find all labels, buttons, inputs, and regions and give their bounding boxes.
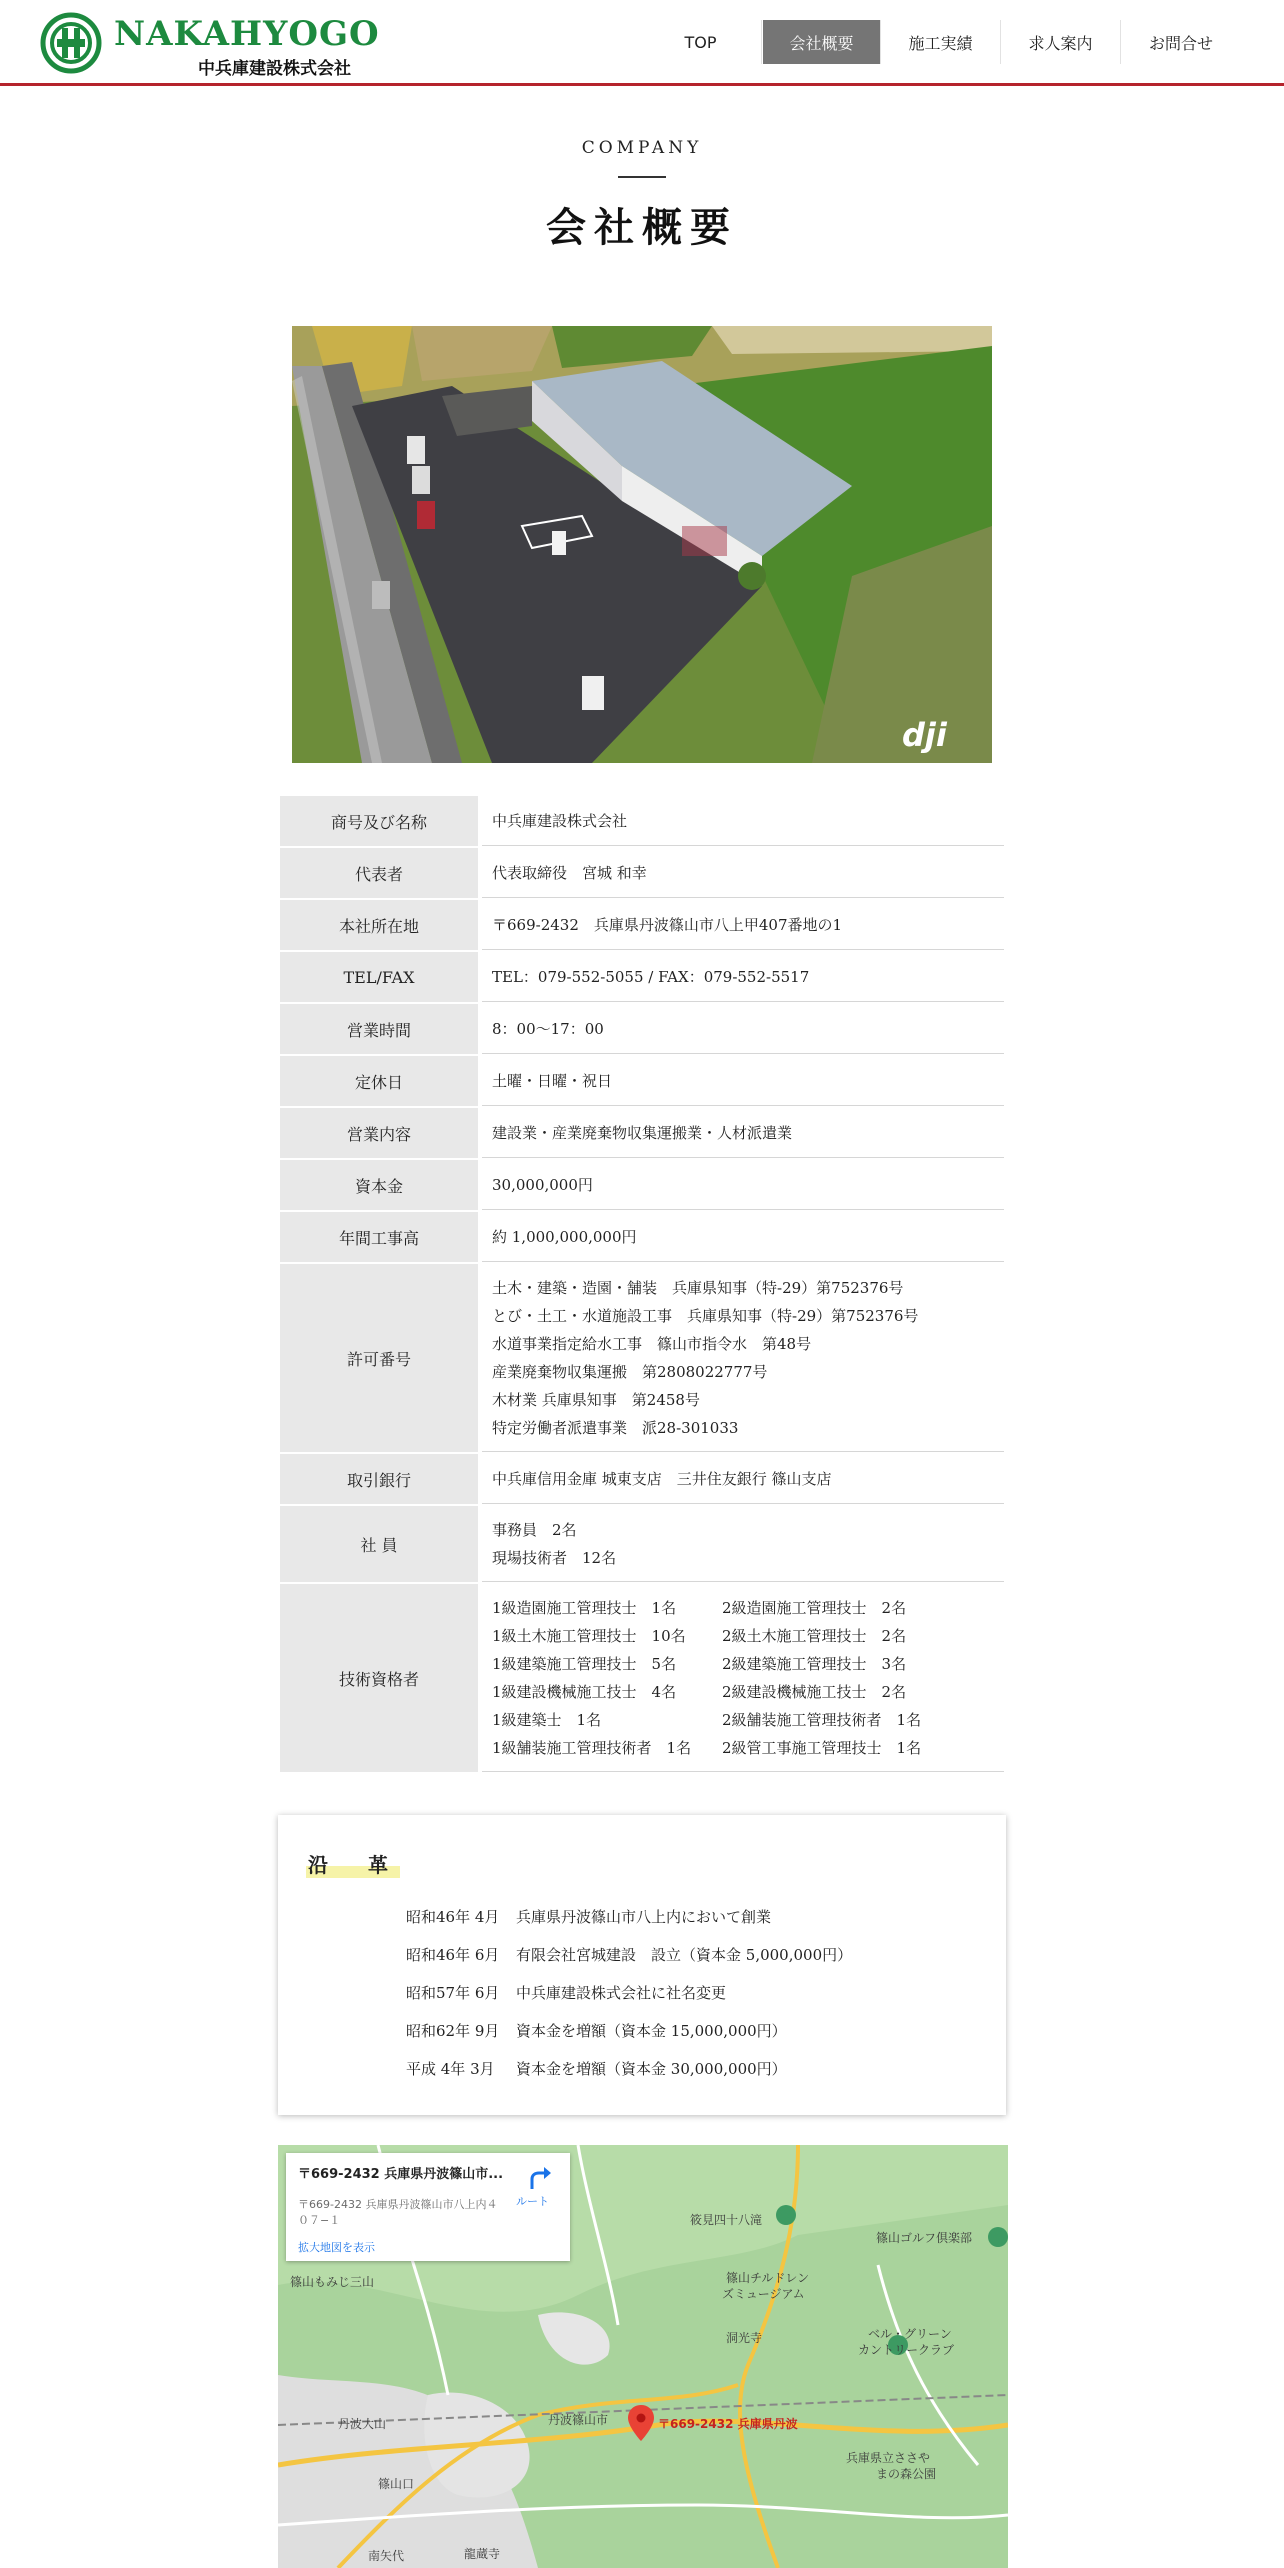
logo-text-en: NAKAHYOGO xyxy=(114,14,380,54)
directions-label[interactable]: ルート xyxy=(516,2195,549,2208)
table-row xyxy=(280,1454,1004,1506)
table-row xyxy=(280,1108,1004,1160)
permit-line: 木材業 兵庫県知事 第2458号 xyxy=(492,1390,700,1409)
row-value: 約 1,000,000,000円 xyxy=(482,1212,1004,1262)
row-label: 許可番号 xyxy=(280,1264,478,1452)
qualification-item: 1級舗装施工管理技術者 1名 xyxy=(492,1738,692,1757)
table-row xyxy=(280,1056,1004,1108)
logo[interactable] xyxy=(40,12,380,79)
table-row xyxy=(280,1506,1004,1584)
main-nav xyxy=(640,20,1241,64)
map-label: ズミュージアム xyxy=(722,2287,805,2301)
map-label: 篠山口 xyxy=(378,2477,415,2491)
permit-line: 土木・建築・造園・舗装 兵庫県知事（特-29）第752376号 xyxy=(492,1278,904,1297)
map-info-card xyxy=(286,2153,570,2261)
site-header xyxy=(0,0,1284,86)
map-label: 丹波大山 xyxy=(338,2417,387,2431)
history-card xyxy=(278,1815,1006,2115)
staff-line: 現場技術者 12名 xyxy=(492,1548,617,1567)
row-value: 8：00～17：00 xyxy=(482,1004,1004,1054)
nav-recruit[interactable]: 求人案内 xyxy=(1001,20,1121,64)
qualifications-list xyxy=(482,1584,1004,1772)
staff-line: 事務員 2名 xyxy=(492,1520,577,1539)
row-value: 代表取締役 宮城 和幸 xyxy=(482,848,1004,898)
qualification-item: 2級造園施工管理技士 2名 xyxy=(722,1598,907,1617)
history-text: 資本金を増額（資本金 30,000,000円） xyxy=(516,2059,787,2078)
history-text: 兵庫県丹波篠山市八上内において創業 xyxy=(516,1907,772,1926)
row-value: 30,000,000円 xyxy=(482,1160,1004,1210)
permit-line: 水道事業指定給水工事 篠山市指令水 第48号 xyxy=(492,1334,812,1353)
row-value: 建設業・産業廃棄物収集運搬業・人材派遣業 xyxy=(482,1108,1004,1158)
map-label: 南矢代 xyxy=(368,2549,405,2563)
qualification-item: 1級土木施工管理技士 10名 xyxy=(492,1626,686,1645)
table-row xyxy=(280,1004,1004,1056)
map-label: 丹波篠山市 xyxy=(548,2413,609,2427)
row-label: 営業内容 xyxy=(280,1108,478,1158)
map-label: 兵庫県立ささや xyxy=(846,2451,931,2465)
map-marker-label: 〒669-2432 兵庫県丹波 xyxy=(658,2417,798,2431)
nav-company[interactable]: 会社概要 xyxy=(763,20,881,64)
qualification-item: 2級建築施工管理技士 3名 xyxy=(722,1654,907,1673)
row-label: 商号及び名称 xyxy=(280,796,478,846)
table-row xyxy=(280,1264,1004,1454)
permits-list xyxy=(482,1264,1004,1452)
row-label: 技術資格者 xyxy=(280,1584,478,1772)
history-title: 沿 革 xyxy=(306,1849,400,1878)
staff-list xyxy=(482,1506,1004,1582)
permit-line: 特定労働者派遣事業 派28-301033 xyxy=(492,1418,739,1437)
row-label: 代表者 xyxy=(280,848,478,898)
row-value: 中兵庫建設株式会社 xyxy=(482,796,1004,846)
row-label: 取引銀行 xyxy=(280,1454,478,1504)
view-larger-map-link[interactable]: 拡大地図を表示 xyxy=(298,2241,375,2254)
nav-top[interactable]: TOP xyxy=(640,20,762,64)
qualification-item: 2級管工事施工管理技士 1名 xyxy=(722,1738,922,1757)
map-label: 洞光寺 xyxy=(726,2331,763,2345)
row-label: 営業時間 xyxy=(280,1004,478,1054)
qualification-item: 1級建築士 1名 xyxy=(492,1710,602,1729)
history-text: 有限会社宮城建設 設立（資本金 5,000,000円） xyxy=(516,1945,853,1964)
map-label: 篠山ゴルフ倶楽部 xyxy=(876,2231,973,2245)
logo-mark-icon xyxy=(40,12,102,74)
history-item xyxy=(406,1897,852,1935)
row-value: TEL：079-552-5055 / FAX：079-552-5517 xyxy=(482,952,1004,1002)
map-label: ベル・グリーン xyxy=(868,2327,952,2341)
table-row xyxy=(280,796,1004,848)
map-label: 筱見四十八滝 xyxy=(690,2213,763,2227)
row-label: 本社所在地 xyxy=(280,900,478,950)
page-title: 会社概要 xyxy=(546,205,738,251)
nav-works[interactable]: 施工実績 xyxy=(881,20,1001,64)
row-value: 〒669-2432 兵庫県丹波篠山市八上甲407番地の1 xyxy=(482,900,1004,950)
dji-watermark: dji xyxy=(902,716,947,754)
table-row xyxy=(280,1584,1004,1774)
history-item xyxy=(406,1935,852,1973)
row-label: TEL/FAX xyxy=(280,952,478,1002)
history-text: 資本金を増額（資本金 15,000,000円） xyxy=(516,2021,787,2040)
history-date: 昭和46年 4月 xyxy=(406,1907,500,1926)
table-row xyxy=(280,1212,1004,1264)
map-label: 篠山もみじ三山 xyxy=(290,2275,375,2289)
history-list xyxy=(406,1897,852,2087)
row-label: 資本金 xyxy=(280,1160,478,1210)
qualification-item: 1級建設機械施工技士 4名 xyxy=(492,1682,677,1701)
row-label: 定休日 xyxy=(280,1056,478,1106)
google-map[interactable] xyxy=(278,2145,1008,2568)
table-row xyxy=(280,1160,1004,1212)
qualification-item: 1級建築施工管理技士 5名 xyxy=(492,1654,677,1673)
history-text: 中兵庫建設株式会社に社名変更 xyxy=(516,1983,727,2002)
map-label: 篠山チルドレン xyxy=(726,2271,810,2285)
map-label: まの森公園 xyxy=(876,2467,937,2481)
row-label: 年間工事高 xyxy=(280,1212,478,1262)
company-building-photo xyxy=(292,326,992,763)
map-card-address: 〒669-2432 兵庫県丹波篠山市八上内４０７−１ xyxy=(298,2198,498,2227)
page-title-en: COMPANY xyxy=(581,138,703,158)
map-marker-icon[interactable] xyxy=(628,2405,654,2441)
row-value: 土曜・日曜・祝日 xyxy=(482,1056,1004,1106)
title-divider xyxy=(618,176,666,178)
history-date: 平成 4年 3月 xyxy=(406,2059,495,2078)
history-item xyxy=(406,2049,852,2087)
history-date: 昭和46年 6月 xyxy=(406,1945,500,1964)
map-card-title: 〒669-2432 兵庫県丹波篠山市... xyxy=(298,2167,504,2182)
company-info-table xyxy=(280,796,1004,1774)
permit-line: とび・土工・水道施設工事 兵庫県知事（特-29）第752376号 xyxy=(492,1306,919,1325)
row-label: 社 員 xyxy=(280,1506,478,1582)
permit-line: 産業廃棄物収集運搬 第2808022777号 xyxy=(492,1362,768,1381)
nav-contact[interactable]: お問合せ xyxy=(1148,33,1213,53)
table-row xyxy=(280,848,1004,900)
logo-text-jp: 中兵庫建設株式会社 xyxy=(198,59,351,79)
qualification-item: 2級土木施工管理技士 2名 xyxy=(722,1626,907,1645)
qualification-item: 2級建設機械施工技士 2名 xyxy=(722,1682,907,1701)
history-item xyxy=(406,2011,852,2049)
map-label: カントリークラブ xyxy=(858,2343,955,2357)
row-value: 中兵庫信用金庫 城東支店 三井住友銀行 篠山支店 xyxy=(482,1454,1004,1504)
directions-icon[interactable] xyxy=(526,2165,554,2191)
qualification-item: 1級造園施工管理技士 1名 xyxy=(492,1598,677,1617)
history-date: 昭和57年 6月 xyxy=(406,1983,500,2002)
qualification-item: 2級舗装施工管理技術者 1名 xyxy=(722,1710,922,1729)
table-row xyxy=(280,952,1004,1004)
map-label: 龍蔵寺 xyxy=(464,2547,501,2561)
table-row xyxy=(280,900,1004,952)
history-item xyxy=(406,1973,852,2011)
history-date: 昭和62年 9月 xyxy=(406,2021,500,2040)
